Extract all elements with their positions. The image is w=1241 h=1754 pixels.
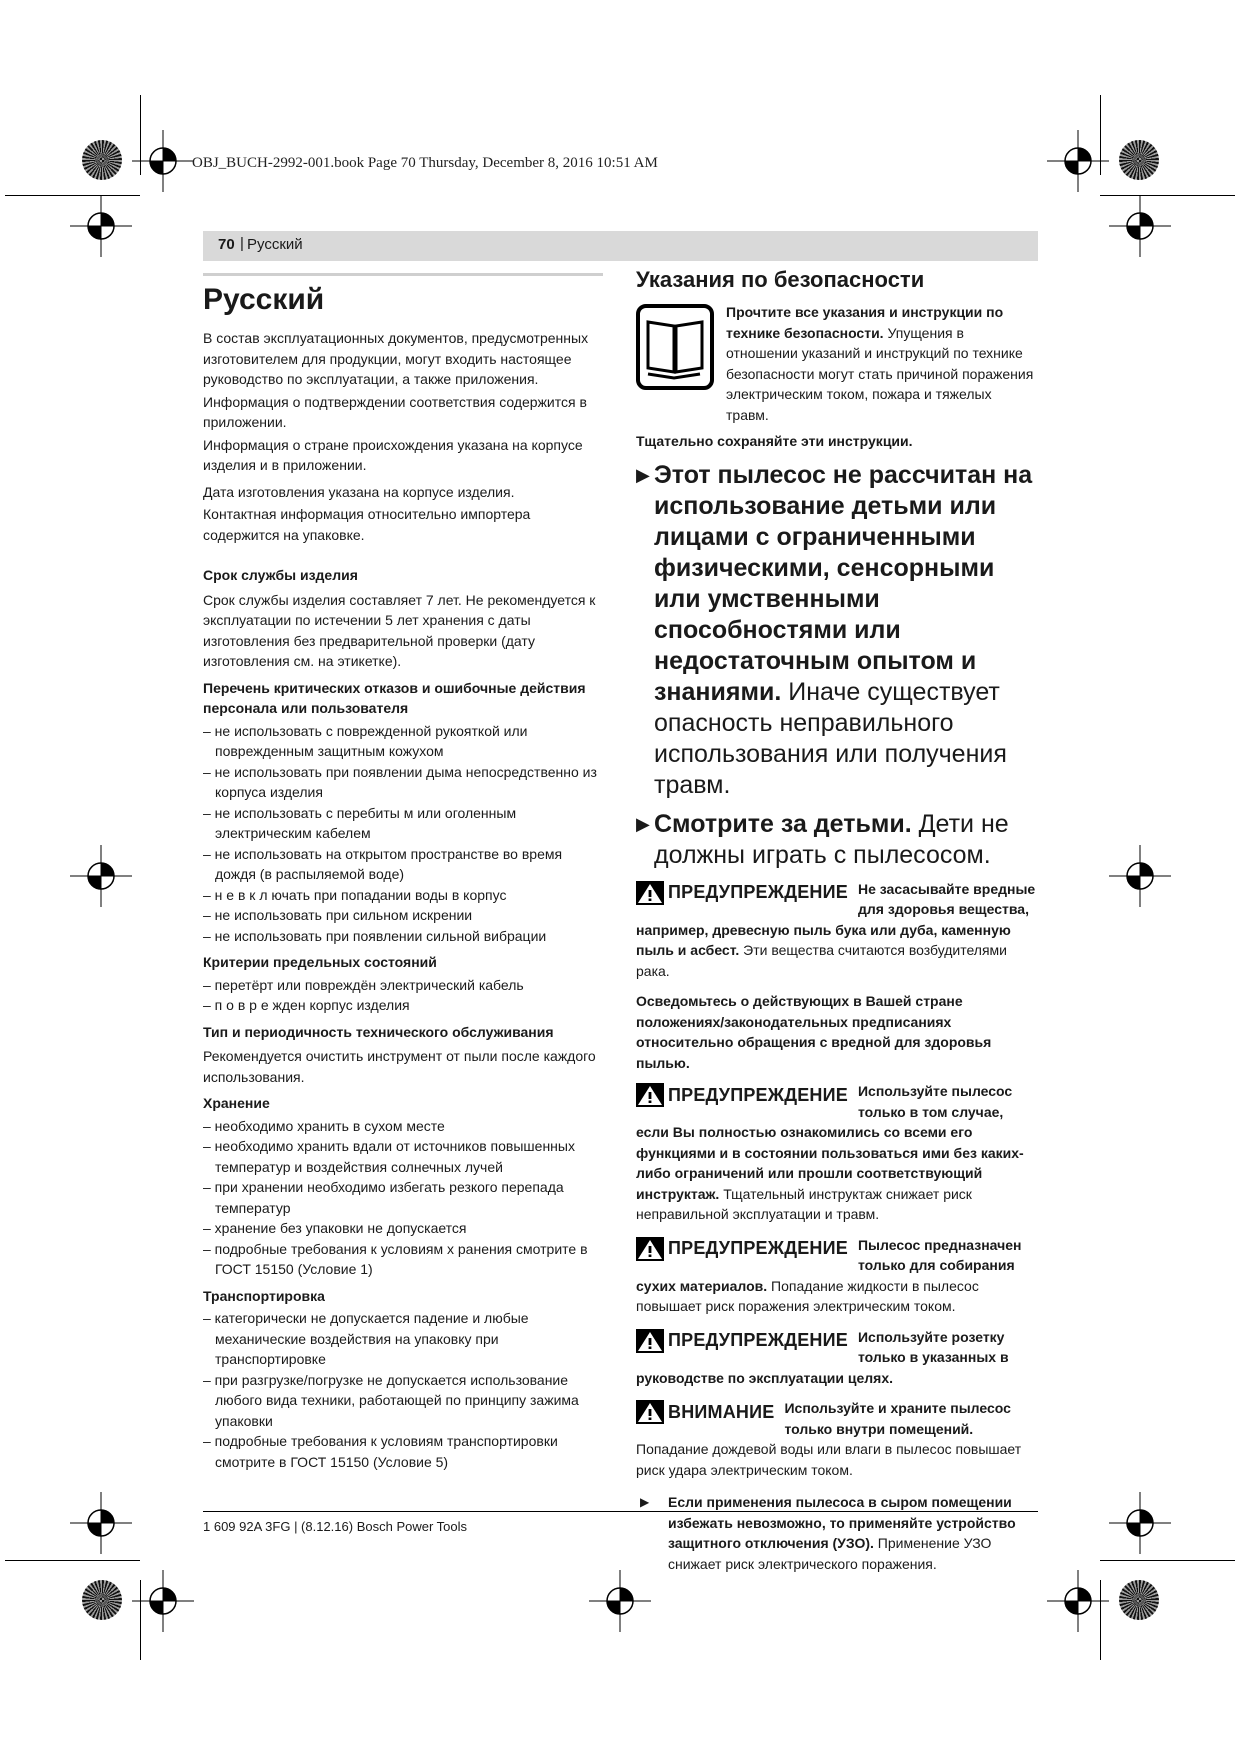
trim-mark xyxy=(5,1560,140,1561)
list-item: – при хранении необходимо избегать резкого перепада температур xyxy=(203,1179,564,1216)
registration-mark xyxy=(1047,130,1109,192)
read-instructions-body: Упущения в отношении указаний и инструкций по технике безопасности могут стать причиной поражения электрическим током, пожара и тяжелых травм. xyxy=(726,324,1034,423)
big-warning xyxy=(636,460,1038,801)
intro-paragraph: В состав эксплуатационных документов, предусмотренных изготовителем для продукции, могут входить настоящее руководство по эксплуатации, а также приложения. xyxy=(203,330,589,387)
regulations-note: Осведомьтесь о действующих в Вашей стране положениях/законодательных предписаниях относительно обращения с вредной для здоровья пылью. xyxy=(636,993,992,1071)
warning-lead: Используйте пылесос только в том случае, если Вы полностью ознакомились со всеми его функциями и в состоянии пользоваться ими без каких-либо ограничений или прошли соответствующий инструктаж. xyxy=(636,1083,1024,1202)
registration-mark xyxy=(70,845,132,907)
read-instructions-block xyxy=(636,302,1038,427)
color-wheel-icon xyxy=(1119,1580,1159,1620)
registration-mark xyxy=(70,1492,132,1554)
warning-badge xyxy=(636,1083,848,1107)
list-item: – п о в р е жден корпус изделия xyxy=(203,997,410,1013)
right-column xyxy=(636,266,1038,1576)
warning-triangle-icon xyxy=(636,1400,664,1424)
read-instructions-text xyxy=(726,302,1038,425)
big-warning-lead: Смотрите за детьми. xyxy=(654,809,912,838)
warning-triangle-icon xyxy=(636,1237,664,1261)
trim-mark xyxy=(1100,1560,1235,1561)
limits-heading: Критерии предельных состояний xyxy=(203,954,437,970)
big-warning-text xyxy=(654,809,1038,871)
page-language: Русский xyxy=(247,236,303,253)
footer-rule xyxy=(203,1511,1038,1512)
list-item: – хранение без упаковки не допускается xyxy=(203,1220,467,1236)
list-item: – не использовать на открытом пространстве во время дождя (в распыляемой воде) xyxy=(203,845,563,882)
warning-triangle-icon xyxy=(636,1083,664,1107)
warning-block xyxy=(636,879,1038,984)
warning-text xyxy=(636,1081,1038,1225)
list-item: – не использовать при появлении дыма непосредственно из корпуса изделия xyxy=(203,763,597,800)
warning-triangle-icon xyxy=(636,881,664,905)
registration-mark xyxy=(132,1570,194,1632)
intro-paragraph: Информация о подтверждении соответствия содержится в приложении. xyxy=(203,393,587,430)
intro-paragraph: Информация о стране происхождения указана на корпусе изделия и в приложении. xyxy=(203,436,583,473)
list-item: – категорически не допускается падение и любые механические воздействия на упаковку при транспортировке xyxy=(203,1310,529,1367)
list-item: – при разгрузке/погрузке не допускается использование любого вида техники, работающей по принципу зажима упаковки xyxy=(203,1371,579,1429)
big-warning-body: Иначе существует опасность неправильного использования или получения травм. xyxy=(654,677,1007,799)
warning-label: ПРЕДУПРЕЖДЕНИЕ xyxy=(668,882,848,903)
service-life-text: Срок службы изделия составляет 7 лет. Не рекомендуется к эксплуатации по истечении 5 лет хранения с даты изготовления без предварительной проверки (дату изготовления см. на этикетке). xyxy=(203,591,596,669)
list-item: – подробные требования к условиям х ранения смотрите в ГОСТ 15150 (Условие 1) xyxy=(203,1240,588,1277)
warning-block xyxy=(636,1327,1038,1391)
list-item: – необходимо хранить в сухом месте xyxy=(203,1117,445,1134)
color-wheel-icon xyxy=(82,1580,122,1620)
warning-lead: Используйте розетку только в указанных в руководстве по эксплуатации целях. xyxy=(636,1328,1009,1386)
service-life-heading: Срок службы изделия xyxy=(203,567,358,583)
warning-lead: Пылесос предназначен только для собирания сухих материалов. xyxy=(636,1236,1022,1294)
storage-heading: Хранение xyxy=(203,1095,270,1111)
list-item: – перетёрт или повреждён электрический кабель xyxy=(203,976,524,993)
caution-label: ВНИМАНИЕ xyxy=(668,1401,775,1422)
big-warning-body: Дети не должны играть с пылесосом. xyxy=(654,809,1009,869)
bullet-lead: Если применения пылесоса в сыром помещении избежать невозможно, то применяйте устройство защитного отключения (УЗО). xyxy=(668,1494,1016,1551)
section-title: Русский xyxy=(203,283,325,316)
transport-list xyxy=(203,1308,603,1472)
warning-text xyxy=(636,879,1038,982)
warning-text xyxy=(636,1235,1038,1317)
warning-body: Эти вещества считаются возбудителями рака. xyxy=(636,942,1007,979)
big-warning-lead: Этот пылесос не рассчитан на использование детьми или лицами с ограниченными физическими, сенсорными или умственными способностями или недостаточным опытом и знаниями. xyxy=(654,460,1033,706)
limits-list xyxy=(203,975,603,1016)
registration-mark xyxy=(589,1570,651,1632)
list-item: – н е в к л ючать при попадании воды в корпус xyxy=(203,886,507,903)
section-rule xyxy=(203,273,603,276)
list-item: – необходимо хранить вдали от источников повышенных температур и воздействия солнечных лучей xyxy=(203,1138,575,1175)
bullet-instruction xyxy=(636,1492,1038,1576)
big-warning-text xyxy=(654,460,1038,801)
triangle-bullet-icon: ▶ xyxy=(640,1495,650,1509)
list-item: – не использовать при сильном искрении xyxy=(203,907,473,923)
warning-label: ПРЕДУПРЕЖДЕНИЕ xyxy=(668,1084,848,1105)
maintenance-text: Рекомендуется очистить инструмент от пыли после каждого использования. xyxy=(203,1048,596,1085)
triangle-bullet-icon: ▶ xyxy=(636,813,650,834)
registration-mark xyxy=(1047,1570,1109,1632)
list-item: – не использовать с перебиты м или оголенным электрическим кабелем xyxy=(203,804,517,841)
caution-lead: Используйте и храните пылесос только внутри помещений. xyxy=(784,1400,1011,1437)
storage-list xyxy=(203,1116,603,1280)
list-item: – не использовать с поврежденной рукояткой или поврежденным защитным кожухом xyxy=(203,722,528,759)
left-column xyxy=(203,278,603,1472)
list-item: – подробные требования к условиям транспортировки смотрите в ГОСТ 15150 (Условие 5) xyxy=(203,1433,558,1470)
warning-body: Тщательный инструктаж снижает риск неправильной эксплуатации и травм. xyxy=(636,1185,972,1222)
registration-mark xyxy=(1109,845,1171,907)
warning-lead: Не засасывайте вредные для здоровья вещества, например, древесную пыль бука или дуба, каменную пыль и асбест. xyxy=(636,880,1036,958)
caution-text xyxy=(636,1398,1038,1480)
maintenance-heading: Тип и периодичность технического обслуживания xyxy=(203,1023,554,1040)
color-wheel-icon xyxy=(1119,140,1159,180)
keep-instructions: Тщательно сохраняйте эти инструкции. xyxy=(636,433,913,449)
warning-body: Попадание жидкости в пылесос повышает риск поражения электрическим током. xyxy=(636,1277,979,1314)
big-warning xyxy=(636,809,1038,871)
caution-body: Попадание дождевой воды или влаги в пылесос повышает риск удара электрическим током. xyxy=(636,1441,1022,1478)
bullet-body: Применение УЗО снижает риск электрического поражения. xyxy=(668,1535,992,1572)
bullet-text xyxy=(668,1492,1038,1574)
failures-heading: Перечень критических отказов и ошибочные действия персонала или пользователя xyxy=(203,679,586,716)
registration-mark xyxy=(70,195,132,257)
registration-mark xyxy=(1109,195,1171,257)
warning-triangle-icon xyxy=(636,1329,664,1353)
caution-block xyxy=(636,1398,1038,1482)
warning-badge xyxy=(636,881,848,905)
intro-paragraph: Контактная информация относительно импортера содержится на упаковке. xyxy=(203,506,531,543)
triangle-bullet-icon: ▶ xyxy=(636,464,650,485)
failures-list xyxy=(203,721,603,947)
warning-badge xyxy=(636,1237,848,1261)
footer-text: 1 609 92A 3FG | (8.12.16) Bosch Power Tools xyxy=(203,1519,468,1534)
transport-heading: Транспортировка xyxy=(203,1287,325,1304)
intro-paragraph: Дата изготовления указана на корпусе изделия. xyxy=(203,483,515,500)
list-item: – не использовать при появлении сильной вибрации xyxy=(203,927,547,944)
page-header-separator: | xyxy=(240,235,244,252)
warning-text xyxy=(636,1327,1038,1389)
page-number: 70 xyxy=(218,236,235,253)
warning-badge xyxy=(636,1329,848,1353)
page-header-bar xyxy=(203,231,1038,261)
color-wheel-icon xyxy=(82,140,122,180)
book-header: OBJ_BUCH-2992-001.book Page 70 Thursday, December 8, 2016 10:51 AM xyxy=(192,155,658,171)
registration-mark xyxy=(1109,1492,1171,1554)
warning-label: ПРЕДУПРЕЖДЕНИЕ xyxy=(668,1330,848,1351)
caution-badge xyxy=(636,1400,774,1424)
registration-mark xyxy=(132,130,194,192)
warning-block xyxy=(636,1081,1038,1227)
warning-label: ПРЕДУПРЕЖДЕНИЕ xyxy=(668,1238,848,1259)
warning-block xyxy=(636,1235,1038,1319)
read-instructions-lead: Прочтите все указания и инструкции по технике безопасности. xyxy=(726,304,1004,341)
read-manual-icon xyxy=(636,304,714,390)
safety-title: Указания по безопасности xyxy=(636,267,925,292)
